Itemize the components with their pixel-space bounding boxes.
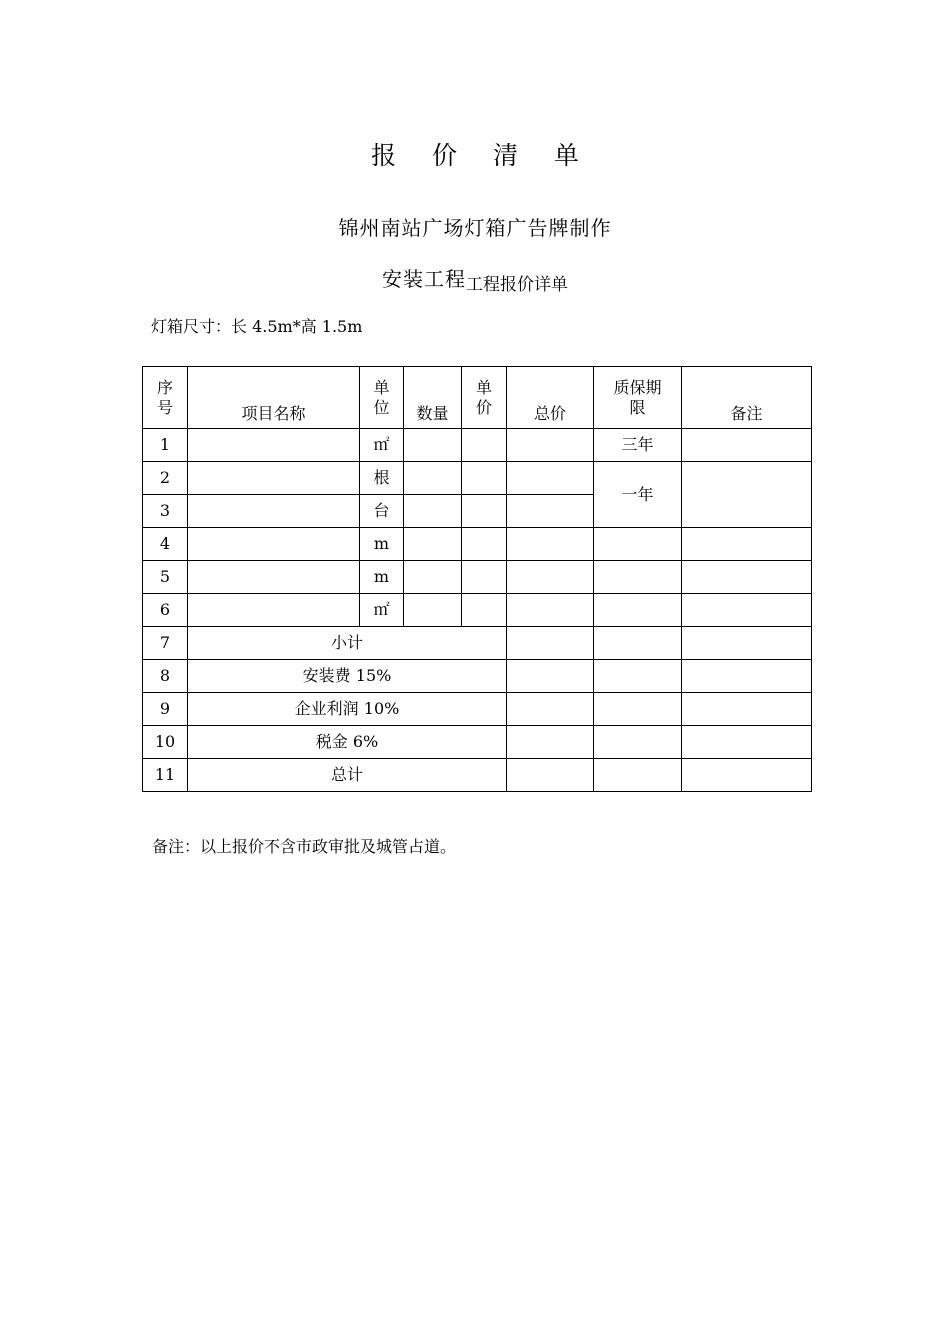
row-remark [682, 759, 812, 792]
row-price [462, 561, 507, 594]
row-total [507, 759, 594, 792]
row-no: 3 [143, 495, 188, 528]
row-item-name [188, 462, 360, 495]
row-no: 8 [143, 660, 188, 693]
row-qty [404, 429, 462, 462]
row-warranty [594, 561, 682, 594]
row-remark [682, 627, 812, 660]
row-no: 10 [143, 726, 188, 759]
row-warranty [594, 594, 682, 627]
header-no [143, 367, 188, 429]
row-price [462, 495, 507, 528]
row-warranty [594, 693, 682, 726]
summary-label: 企业利润 10% [188, 693, 507, 726]
row-total [507, 495, 594, 528]
document-title: 报 价 清 单 [371, 141, 593, 170]
header-warranty [594, 367, 682, 429]
row-unit: m [360, 528, 404, 561]
header-price-line1: 单 [475, 377, 492, 397]
table-row [143, 462, 812, 495]
row-no: 6 [143, 594, 188, 627]
summary-row [143, 726, 812, 759]
table-row [143, 561, 812, 594]
row-item-name [188, 561, 360, 594]
row-unit: 根 [360, 462, 404, 495]
row-unit: ㎡ [360, 429, 404, 462]
subtitle-part-b: 工程报价详单 [466, 275, 568, 295]
header-warranty-line2: 限 [629, 397, 646, 417]
lightbox-size: 灯箱尺寸：长 4.5m*高 1.5m [151, 317, 363, 336]
row-remark [682, 726, 812, 759]
row-no: 4 [143, 528, 188, 561]
footer-note: 备注：以上报价不含市政审批及城管占道。 [152, 837, 457, 856]
row-total [507, 594, 594, 627]
summary-row [143, 693, 812, 726]
row-price [462, 429, 507, 462]
project-subtitle [0, 263, 950, 295]
header-total: 总价 [507, 367, 594, 429]
row-warranty [594, 759, 682, 792]
row-remark [682, 693, 812, 726]
table-row [143, 594, 812, 627]
row-remark [682, 528, 812, 561]
summary-label: 税金 6% [188, 726, 507, 759]
row-unit: ㎡ [360, 594, 404, 627]
subtitle-part-a: 安装工程 [382, 267, 466, 291]
row-no: 7 [143, 627, 188, 660]
row-total [507, 561, 594, 594]
row-warranty [594, 528, 682, 561]
row-total [507, 660, 594, 693]
row-qty [404, 495, 462, 528]
quote-table [142, 366, 812, 792]
summary-label: 小计 [188, 627, 507, 660]
header-unit-line2: 位 [373, 397, 390, 417]
row-warranty [594, 726, 682, 759]
summary-label: 总计 [188, 759, 507, 792]
header-no-line1: 序 [156, 377, 173, 397]
row-price [462, 462, 507, 495]
row-warranty [594, 660, 682, 693]
row-total [507, 462, 594, 495]
header-unit-line1: 单 [373, 377, 390, 397]
row-qty [404, 462, 462, 495]
row-no: 11 [143, 759, 188, 792]
row-remark [682, 561, 812, 594]
row-no: 2 [143, 462, 188, 495]
row-warranty: 一年 [594, 462, 682, 528]
summary-label: 安装费 15% [188, 660, 507, 693]
header-price [462, 367, 507, 429]
header-item-name: 项目名称 [188, 367, 360, 429]
row-remark [682, 462, 812, 528]
row-warranty: 三年 [594, 429, 682, 462]
row-qty [404, 561, 462, 594]
row-no: 9 [143, 693, 188, 726]
row-warranty [594, 627, 682, 660]
header-qty: 数量 [404, 367, 462, 429]
row-remark [682, 594, 812, 627]
header-price-line2: 价 [475, 397, 492, 417]
row-item-name [188, 495, 360, 528]
row-price [462, 594, 507, 627]
table-header-row [143, 367, 812, 429]
row-no: 1 [143, 429, 188, 462]
project-title: 锦州南站广场灯箱广告牌制作 [338, 216, 612, 240]
row-item-name [188, 429, 360, 462]
row-price [462, 528, 507, 561]
row-total [507, 429, 594, 462]
row-no: 5 [143, 561, 188, 594]
summary-row [143, 660, 812, 693]
header-unit [360, 367, 404, 429]
row-remark [682, 660, 812, 693]
summary-row [143, 759, 812, 792]
header-no-line2: 号 [156, 397, 173, 417]
summary-row [143, 627, 812, 660]
header-warranty-line1: 质保期 [613, 377, 662, 397]
row-total [507, 693, 594, 726]
row-item-name [188, 594, 360, 627]
row-item-name [188, 528, 360, 561]
row-qty [404, 528, 462, 561]
row-total [507, 627, 594, 660]
table-row [143, 429, 812, 462]
header-remark: 备注 [682, 367, 812, 429]
table-row [143, 528, 812, 561]
row-total [507, 726, 594, 759]
row-remark [682, 429, 812, 462]
row-unit: 台 [360, 495, 404, 528]
row-qty [404, 594, 462, 627]
row-total [507, 528, 594, 561]
row-unit: m [360, 561, 404, 594]
